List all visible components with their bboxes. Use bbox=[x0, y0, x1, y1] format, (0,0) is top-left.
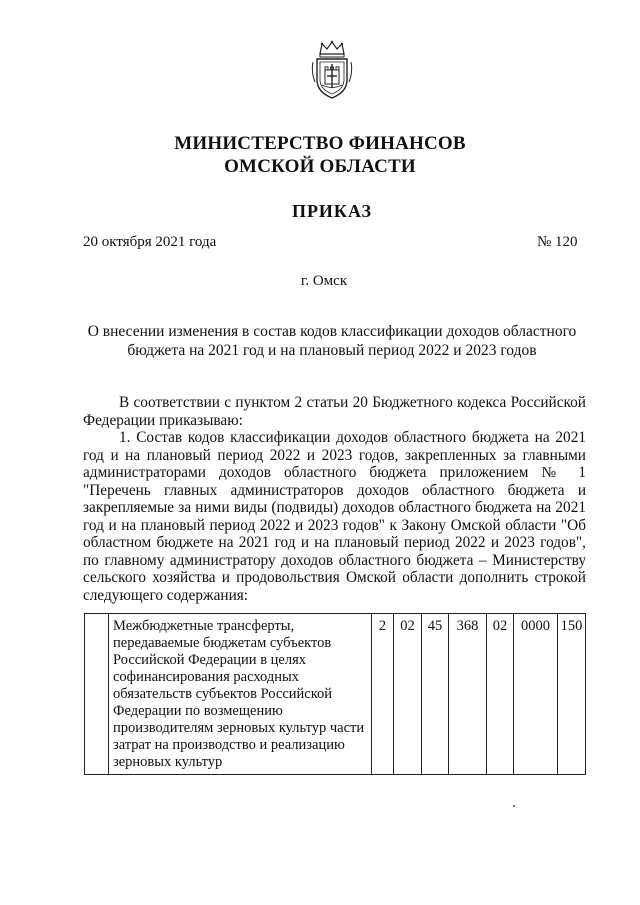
document-date: 20 октября 2021 года bbox=[83, 234, 217, 250]
document-body bbox=[83, 394, 586, 604]
table-cell-code-7: 150 bbox=[558, 614, 586, 775]
table-cell-code-6: 0000 bbox=[514, 614, 558, 775]
scan-speck bbox=[513, 805, 515, 807]
table-cell-code-1: 2 bbox=[372, 614, 394, 775]
classification-table bbox=[84, 613, 586, 775]
table-row bbox=[85, 614, 586, 775]
subject-line-2: бюджета на 2021 год и на плановый период 2022 и 2023 годов bbox=[127, 342, 537, 359]
ministry-name bbox=[0, 132, 640, 178]
table-cell-code-5: 02 bbox=[487, 614, 514, 775]
ministry-name-line-2: ОМСКОЙ ОБЛАСТИ bbox=[224, 156, 416, 177]
document-type-title: ПРИКАЗ bbox=[291, 201, 373, 221]
table-cell-code-2: 02 bbox=[394, 614, 422, 775]
table-cell-empty bbox=[85, 614, 109, 775]
body-paragraph-2: 1. Состав кодов классификации доходов областного бюджета на 2021 год и на плановый период 2022 и 2023 годов, закрепленных за главными администраторами доходов областного бюджета приложением № 1 "Перечень главных администраторов доходов областного бюджета и закрепляемые за ними виды (подвиды) доходов областного бюджета на 2021 год и на плановый период 2022 и 2023 годов" к Закону Омской области "Об областном бюджете на 2021 год и на плановый период 2022 и 2023 годов", по главному администратору доходов областного бюджета – Министерству сельского хозяйства и продовольствия Омской области дополнить строкой следующего содержания: bbox=[83, 429, 586, 604]
document-number: № 120 bbox=[537, 234, 578, 250]
table-cell-code-3: 45 bbox=[422, 614, 449, 775]
table-cell-code-4: 368 bbox=[449, 614, 487, 775]
subject-line-1: О внесении изменения в состав кодов классификации доходов областного bbox=[87, 323, 577, 340]
document-city: г. Омск bbox=[300, 273, 348, 289]
ministry-name-line-1: МИНИСТЕРСТВО ФИНАНСОВ bbox=[174, 133, 466, 154]
coat-of-arms-icon bbox=[311, 40, 353, 100]
body-paragraph-1: В соответствии с пунктом 2 статьи 20 Бюджетного кодекса Российской Федерации приказываю: bbox=[83, 394, 586, 429]
document-subject bbox=[0, 322, 640, 360]
table-cell-description: Межбюджетные трансферты, передаваемые бюджетам субъектов Российской Федерации в целях софинансирования расходных обязательств субъектов Российской Федерации по возмещению производителям зерновых культур части затрат на производство и реализацию зерновых культур bbox=[109, 614, 372, 775]
